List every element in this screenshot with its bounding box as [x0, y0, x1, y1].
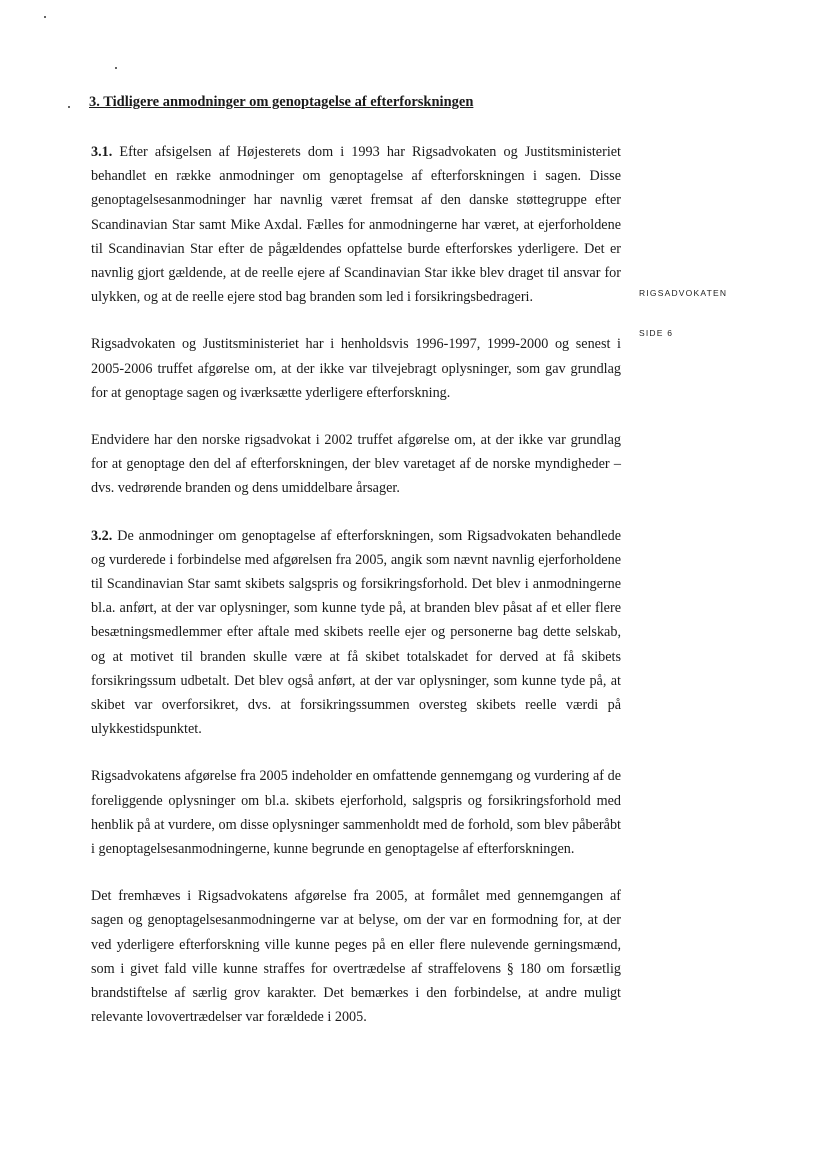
- scan-speck: [44, 16, 46, 18]
- scan-speck: [68, 106, 70, 108]
- paragraph-number: 3.2.: [91, 527, 113, 544]
- paragraph-text: Det fremhæves i Rigsadvokatens afgørelse fra 2005, at formålet med gennemgangen af sagen og genoptagelsesanmodningerne var at belyse, om der var en formodning for, at der ved yderligere efterforskning ville kunne peges på en eller flere nulevende gerningsmænd, som i givet fald ville kunne straffes for overtrædelse af straffelovens § 180 om forsætlig brandstiftelse af særlig grov karakter. Det bemærkes i den forbindelse, at andre muligt relevante lovovertrædelser var forældede i 2005.: [91, 888, 621, 1026]
- section-heading: 3. Tidligere anmodninger om genoptagelse af efterforskningen: [89, 94, 474, 110]
- paragraph: [91, 764, 621, 861]
- scan-speck: [115, 67, 117, 69]
- paragraph: [91, 332, 621, 405]
- paragraph-text: Endvidere har den norske rigsadvokat i 2002 truffet afgørelse om, at der ikke var grundlag for at genoptage den del af efterforskningen, der blev varetaget af de norske myndigheder – dvs. vedrørende branden og dens umiddelbare årsager.: [91, 432, 621, 497]
- paragraph: [91, 884, 621, 1029]
- paragraph: [91, 140, 621, 309]
- sidebar-org-label: RIGSADVOKATEN: [639, 288, 728, 298]
- sidebar-page-label: SIDE 6: [639, 328, 674, 338]
- paragraph-text: Efter afsigelsen af Højesterets dom i 1993 har Rigsadvokaten og Justitsministeriet behandlet en række anmodninger om genoptagelse af efterforskningen i sagen. Disse genoptagelsesanmodninger har navnlig været fremsat af den danske støttegruppe efter Scandinavian Star samt Mike Axdal. Fælles for anmodningerne har været, at ejerforholdene til Scandinavian Star efter de pågældendes opfattelse burde efterforskes yderligere. Det er navnlig gjort gældende, at de reelle ejere af Scandinavian Star ikke blev draget til ansvar for ulykken, og at de reelle ejere stod bag branden som led i forsikringsbedrageri.: [91, 144, 621, 306]
- paragraph-text: Rigsadvokatens afgørelse fra 2005 indeholder en omfattende gennemgang og vurdering af de foreliggende oplysninger om bl.a. skibets ejerforhold, salgspris og forsikringsforhold med henblik på at vurdere, om disse oplysninger sammenholdt med de forhold, som blev påberåbt i genoptagelsesanmodningerne, kunne begrunde en genoptagelse af efterforskningen.: [91, 768, 621, 858]
- paragraph: [91, 524, 621, 742]
- paragraph: [91, 428, 621, 501]
- paragraph-number: 3.1.: [91, 144, 113, 160]
- paragraph-text: De anmodninger om genoptagelse af efterforskningen, som Rigsadvokaten behandlede og vurderede i forbindelse med afgørelsen fra 2005, angik som nævnt navnlig ejerforholdene til Scandinavian Star samt skibets salgspris og forsikringsforhold. Det blev i anmodningerne bl.a. anført, at der var oplysninger, som kunne tyde på, at branden blev påsat af et eller flere besætningsmedlemmer efter aftale med skibets reelle ejer og personerne bag dette selskab, og at motivet til branden skulle være at få skibet totalskadet for derved at få skibets forsikringssum udbetalt. Det blev også anført, at der var oplysninger, som kunne tyde på, at skibet var overforsikret, dvs. at forsikringssummen oversteg skibets reelle værdi på ulykkestidspunktet.: [91, 527, 621, 738]
- paragraph-text: Rigsadvokaten og Justitsministeriet har i henholdsvis 1996-1997, 1999-2000 og senest i 2005-2006 truffet afgørelse om, at der ikke var tilvejebragt oplysninger, som gav grundlag for at genoptage sagen og iværksætte yderligere efterforskning.: [91, 336, 621, 401]
- document-body: [91, 140, 621, 1053]
